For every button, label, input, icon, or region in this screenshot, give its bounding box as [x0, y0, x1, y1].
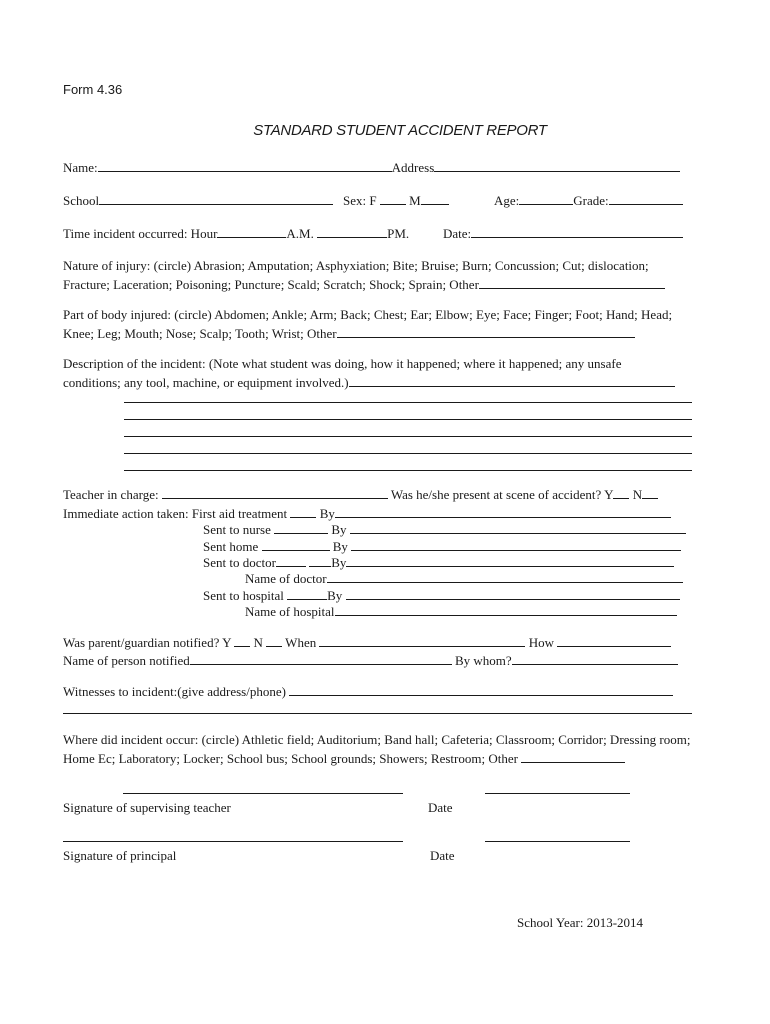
- pm-label: PM.: [387, 226, 410, 241]
- pm-field[interactable]: [317, 225, 387, 238]
- notified-yes-field[interactable]: [234, 634, 250, 647]
- doctor-field[interactable]: [276, 554, 306, 567]
- notified-no-label: N: [253, 635, 263, 650]
- address-field[interactable]: [434, 159, 680, 172]
- hospital-by-field[interactable]: [346, 587, 680, 600]
- home-by-field[interactable]: [351, 538, 681, 551]
- hospital-name-label: Name of hospital: [245, 604, 335, 619]
- present-no-field[interactable]: [642, 486, 658, 499]
- location-line1: Where did incident occur: (circle) Athletic field; Auditorium; Band hall; Cafeteria; Classroom; Corridor; Dressing room;: [63, 732, 691, 747]
- hospital-label: Sent to hospital: [203, 588, 284, 603]
- sex-female-field[interactable]: [380, 192, 406, 205]
- location-other-field[interactable]: [521, 750, 625, 763]
- teacher-signature-field[interactable]: [123, 793, 403, 794]
- teacher-date-field[interactable]: [485, 793, 630, 794]
- nurse-field[interactable]: [274, 521, 328, 534]
- school-year: School Year: 2013-2014: [517, 915, 644, 930]
- teacher-row: [63, 486, 658, 503]
- principal-signature-field[interactable]: [63, 841, 403, 842]
- form-number: Form 4.36: [63, 82, 123, 97]
- first-aid-field[interactable]: [290, 505, 316, 518]
- witnesses-field[interactable]: [289, 683, 673, 696]
- present-no-label: N: [632, 487, 643, 502]
- doctor-label: Sent to doctor: [203, 555, 276, 570]
- age-grade-group: [494, 192, 683, 209]
- sex-male-field[interactable]: [421, 192, 449, 205]
- age-label: Age:: [494, 193, 520, 208]
- principal-date-label: Date: [430, 848, 455, 863]
- witnesses-row: [63, 683, 673, 700]
- body-other-field[interactable]: [337, 325, 635, 338]
- date-label: Date:: [443, 226, 472, 241]
- name-field[interactable]: [98, 159, 392, 172]
- first-aid-by-field[interactable]: [335, 505, 671, 518]
- teacher-signature-label: Signature of supervising teacher: [63, 800, 231, 815]
- nurse-row: [203, 521, 686, 538]
- time-row: [63, 225, 409, 242]
- school-label: School: [63, 193, 100, 208]
- by-whom-field[interactable]: [512, 652, 678, 665]
- teacher-date-label: Date: [428, 800, 453, 815]
- description-line-blank[interactable]: [124, 419, 692, 420]
- date-field[interactable]: [471, 225, 683, 238]
- teacher-label: Teacher in charge:: [63, 487, 159, 502]
- present-label: Was he/she present at scene of accident? Y: [390, 487, 614, 502]
- page-title: STANDARD STUDENT ACCIDENT REPORT: [253, 122, 547, 139]
- doctor-name-row: [245, 570, 683, 587]
- grade-field[interactable]: [609, 192, 683, 205]
- doctor-blank-field[interactable]: [309, 554, 331, 567]
- person-notified-label: Name of person notified: [63, 653, 190, 668]
- doctor-name-field[interactable]: [327, 570, 683, 583]
- when-label: When: [285, 635, 317, 650]
- doctor-row: [203, 554, 674, 571]
- nurse-label: Sent to nurse: [203, 522, 271, 537]
- nature-injury-line2: [63, 276, 665, 293]
- by-whom-label: By whom?: [454, 653, 512, 668]
- description-line1: Description of the incident: (Note what student was doing, how it happened; where it happened; any unsafe: [63, 356, 622, 371]
- home-row: [203, 538, 681, 555]
- principal-signature-label: Signature of principal: [63, 848, 177, 863]
- description-text: conditions; any tool, machine, or equipment involved.): [63, 375, 349, 390]
- description-line-blank[interactable]: [124, 402, 692, 403]
- sex-male-label: M: [409, 193, 421, 208]
- witnesses-line-blank[interactable]: [63, 713, 692, 714]
- doctor-by-field[interactable]: [346, 554, 674, 567]
- sex-group: [343, 192, 449, 209]
- hospital-row: [203, 587, 680, 604]
- home-label: Sent home: [203, 539, 259, 554]
- description-field[interactable]: [349, 374, 675, 387]
- address-label: Address: [391, 160, 435, 175]
- hour-field[interactable]: [217, 225, 286, 238]
- by-label: By: [331, 555, 347, 570]
- description-line-blank[interactable]: [124, 436, 692, 437]
- description-line-blank[interactable]: [124, 453, 692, 454]
- am-label: A.M.: [286, 226, 314, 241]
- nature-injury-text: Fracture; Laceration; Poisoning; Puncture; Scald; Scratch; Shock; Sprain; Other: [63, 277, 479, 292]
- name-label: Name:: [63, 160, 98, 175]
- body-part-text: Knee; Leg; Mouth; Nose; Scalp; Tooth; Wrist; Other: [63, 326, 337, 341]
- grade-label: Grade:: [573, 193, 609, 208]
- description-line-blank[interactable]: [124, 470, 692, 471]
- immediate-action-label: Immediate action taken: First aid treatment: [63, 506, 288, 521]
- time-label: Time incident occurred: Hour: [63, 226, 218, 241]
- description-line2: [63, 374, 675, 391]
- sex-label: Sex: F: [343, 193, 377, 208]
- notified-row: [63, 634, 671, 651]
- how-label: How: [528, 635, 554, 650]
- when-field[interactable]: [319, 634, 525, 647]
- hospital-field[interactable]: [287, 587, 327, 600]
- by-label: By: [332, 539, 348, 554]
- first-aid-row: [63, 505, 671, 522]
- location-line2: [63, 750, 625, 767]
- nature-injury-line1: Nature of injury: (circle) Abrasion; Amputation; Asphyxiation; Bite; Bruise; Burn; Concussion; Cut; dislocation;: [63, 258, 649, 273]
- body-part-line2: [63, 325, 635, 342]
- nature-other-field[interactable]: [479, 276, 665, 289]
- doctor-name-label: Name of doctor: [245, 571, 327, 586]
- by-label: By: [331, 522, 347, 537]
- notified-label: Was parent/guardian notified? Y: [63, 635, 232, 650]
- person-notified-field[interactable]: [190, 652, 452, 665]
- by-label: By: [327, 588, 343, 603]
- nurse-by-field[interactable]: [350, 521, 686, 534]
- date-group: [443, 225, 683, 242]
- present-yes-field[interactable]: [613, 486, 629, 499]
- home-field[interactable]: [262, 538, 330, 551]
- age-field[interactable]: [519, 192, 573, 205]
- notified-no-field[interactable]: [266, 634, 282, 647]
- school-row: [63, 192, 333, 209]
- location-text: Home Ec; Laboratory; Locker; School bus; School grounds; Showers; Restroom; Other: [63, 751, 518, 766]
- how-field[interactable]: [557, 634, 671, 647]
- hospital-name-row: [245, 603, 677, 620]
- body-part-line1: Part of body injured: (circle) Abdomen; Ankle; Arm; Back; Chest; Ear; Elbow; Eye; Face; Finger; Foot; Hand; Head;: [63, 307, 673, 322]
- school-field[interactable]: [99, 192, 333, 205]
- teacher-field[interactable]: [162, 486, 388, 499]
- person-notified-row: [63, 652, 678, 669]
- by-label: By: [319, 506, 335, 521]
- witnesses-label: Witnesses to incident:(give address/phone): [63, 684, 286, 699]
- name-address-row: [63, 159, 680, 176]
- principal-date-field[interactable]: [485, 841, 630, 842]
- hospital-name-field[interactable]: [335, 603, 677, 616]
